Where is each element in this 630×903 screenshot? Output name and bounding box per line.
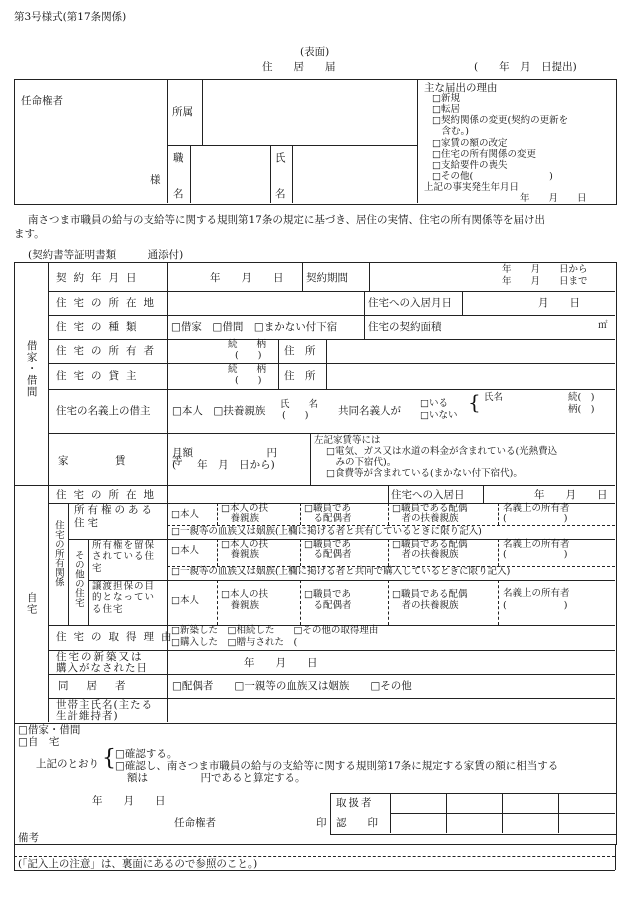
newbuild-label-2: 購入がなされた日	[56, 662, 148, 674]
owner-label: 住宅の所有者	[56, 345, 161, 357]
cohabitant-label: 同居者	[58, 680, 144, 692]
reason-contract-change-cont: 含む。)	[432, 126, 469, 137]
householder-label-1: 世帯主氏名(主たる	[56, 699, 154, 711]
newbuild-label-1: 住宅の新築又は	[56, 651, 144, 663]
nominal-borrower-label: 住宅の名義上の借主	[56, 405, 151, 417]
nominal-borrower-options[interactable]: □本人 □扶養親族	[172, 405, 266, 417]
owned-opt-spouse-dep-cont: 者の扶養親族	[392, 513, 459, 524]
owned-opt-dep-cont: 養親族	[221, 513, 260, 524]
intro-line-1: 南さつま市職員の給与の支給等に関する規則第17条の規定に基づき、居住の実情、住宅の所有関係等を届け出	[28, 214, 545, 226]
transfer-opt-self[interactable]: □本人	[171, 595, 199, 606]
housing-kind-options[interactable]: □借家 □借間 □まかない付下宿	[171, 321, 338, 333]
nominal-borrower-name: 氏 名	[280, 399, 319, 410]
owned-opt-dep[interactable]: □本人の扶	[221, 503, 268, 514]
owner-address-label: 住 所	[284, 345, 316, 357]
transfer-home-label: 譲渡担保の目的となっている住宅	[92, 581, 156, 615]
handler-label: 取扱者	[336, 797, 374, 809]
seal-label: 印	[316, 817, 327, 829]
rent-monthly[interactable]: 月額 円	[172, 447, 277, 459]
applicant-box	[14, 79, 617, 205]
confirm-opt-own[interactable]: □自 宅	[18, 736, 60, 748]
own-group-label: 自宅	[25, 592, 38, 615]
reserved-opt-spouse-dep[interactable]: □職員である配偶	[392, 539, 468, 550]
acquisition-row-1[interactable]: □新築した □相続した □その他の取得理由	[171, 625, 379, 636]
reserved-opt-dep-cont: 養親族	[221, 549, 260, 560]
acquisition-reason-label: 住宅の取得理由	[56, 631, 179, 643]
confirm-option-2[interactable]: □確認し、南さつま市職員の給与の支給等に関する規則第17条に規定する家賃の額に相当する	[115, 760, 559, 772]
joint-holder-label: 共同名義人が	[338, 405, 401, 417]
job-label-1: 職	[173, 152, 184, 164]
reason-new[interactable]: □新規	[432, 93, 460, 104]
recognition-seal-label: 認 印	[336, 817, 378, 829]
contract-date-value[interactable]: 年 月 日	[210, 272, 284, 284]
reason-eligibility-loss[interactable]: □支給要件の喪失	[432, 160, 508, 171]
owned-nominal-owner: 名義上の所有者	[503, 503, 570, 514]
transfer-nominal-owner: 名義上の所有者	[503, 588, 570, 599]
owned-home-label: 所有権のある住宅	[74, 504, 155, 529]
intro-line-2: ます。	[14, 228, 45, 240]
householder-label-2: 生計維持者)	[56, 710, 119, 722]
transfer-opt-spouse-dep-cont: 者の扶養親族	[392, 600, 459, 611]
rent-label: 家 賃 等	[58, 455, 201, 467]
owned-opt-self[interactable]: □本人	[171, 509, 199, 520]
joint-holder-no[interactable]: □いない	[420, 410, 458, 421]
housing-kind-label: 住宅の種類	[56, 321, 144, 333]
submission-date: ( 年 月 日提出)	[474, 61, 577, 73]
ownership-group-label: 住宅の所有関係	[52, 520, 64, 587]
reserved-opt-self[interactable]: □本人	[171, 545, 199, 556]
joint-name-label: 氏名	[484, 392, 504, 403]
reserved-opt-dep[interactable]: □本人の扶	[221, 539, 268, 550]
transfer-nominal-owner-paren[interactable]: ( )	[503, 600, 568, 611]
joint-relation-1[interactable]: 続( )	[568, 392, 595, 403]
owned-kin-note[interactable]: □一親等の血族又は姻族(上欄に掲げる者と共有しているときに限り記入)	[171, 526, 482, 537]
owned-nominal-owner-paren[interactable]: ( )	[503, 513, 568, 524]
nominal-borrower-name-paren[interactable]: ( )	[282, 410, 309, 421]
page-title: 住 居 届	[262, 61, 336, 73]
transfer-opt-spouse-dep[interactable]: □職員である配偶	[392, 589, 468, 600]
cohabitant-options[interactable]: □配偶者 □一親等の血族又は姻族 □その他	[172, 680, 412, 692]
reason-ownership-change[interactable]: □住宅の所有関係の変更	[432, 149, 536, 160]
name-label-2: 名	[275, 188, 286, 200]
rental-location-label: 住宅の所在地	[56, 297, 161, 309]
lender-label: 住宅の貸主	[56, 370, 144, 382]
owned-opt-spouse[interactable]: □職員であ	[304, 503, 351, 514]
confirm-date[interactable]: 年 月 日	[92, 795, 166, 807]
attachments-note: (契約書等証明書類 通添付)	[28, 249, 184, 261]
lender-relation: 続 柄	[228, 364, 267, 375]
reasons-title: 主な届出の理由	[424, 82, 498, 94]
newbuild-date[interactable]: 年 月 日	[244, 657, 318, 669]
as-above-label: 上記のとおり	[36, 758, 99, 770]
lender-address-label: 住 所	[284, 370, 316, 382]
rent-note-title: 左記家賃等には	[314, 435, 381, 446]
rent-note-utilities-cont: みの下宿代)。	[326, 457, 397, 468]
confirm-option-2-cont: 額は 円であると算定する。	[127, 772, 306, 784]
transfer-opt-spouse[interactable]: □職員であ	[304, 589, 351, 600]
reason-contract-change[interactable]: □契約関係の変更(契約の更新を	[432, 115, 569, 126]
rental-group-label: 借家・借間	[25, 340, 38, 398]
own-movein-value[interactable]: 年 月 日	[534, 489, 608, 501]
reserved-nominal-owner: 名義上の所有者	[503, 539, 570, 550]
acquisition-row-2[interactable]: □購入した □贈与された (	[171, 637, 298, 648]
contract-date-label: 契約年月日	[56, 272, 144, 284]
reason-rent-revision[interactable]: □家賃の額の改定	[432, 138, 508, 149]
joint-holder-yes[interactable]: □いる	[420, 398, 448, 409]
reserved-kin-note[interactable]: □一親等の血族又は姻族(上欄に掲げる者と共同で購入しているときに限り記入)	[171, 566, 511, 577]
own-location-label: 住宅の所在地	[56, 489, 161, 501]
confirm-appointer-label: 任命権者	[174, 817, 216, 829]
affiliation-label: 所属	[172, 106, 193, 118]
name-label-1: 氏	[275, 152, 286, 164]
contract-area-label: 住宅の契約面積	[368, 321, 442, 333]
rental-movein-value[interactable]: 月 日	[538, 297, 580, 309]
reserved-opt-spouse-cont: る配偶者	[304, 549, 352, 560]
appointer-label: 任命権者	[21, 95, 63, 107]
owned-opt-spouse-cont: る配偶者	[304, 513, 352, 524]
contract-period-to[interactable]: 年 月 日まで	[502, 276, 588, 287]
confirm-option-1[interactable]: □確認する。	[115, 748, 178, 760]
reserved-home-label: 所有権を留保されている住宅	[92, 540, 156, 574]
confirm-opt-rental[interactable]: □借家・借間	[18, 724, 81, 736]
rent-note-meals[interactable]: □食費等が含まれている(まかない付下宿代)。	[326, 468, 523, 479]
form-number: 第3号様式(第17条関係)	[14, 11, 127, 23]
reason-other[interactable]: □その他( )	[432, 171, 553, 182]
remarks-note: (「記入上の注意」は、裏面にあるので参照のこと。)	[18, 858, 258, 870]
job-label-2: 名	[173, 188, 184, 200]
transfer-opt-dep[interactable]: □本人の扶	[221, 589, 268, 600]
own-movein-label: 住宅への入居日	[391, 489, 465, 501]
rental-movein-label: 住宅への入居月日	[368, 297, 452, 309]
fact-date-label: 上記の事実発生年月日	[424, 182, 520, 193]
rent-start[interactable]: ( 年 月 日から)	[172, 459, 275, 471]
lender-relation-paren[interactable]: ( )	[235, 375, 262, 386]
remarks-label: 備考	[18, 832, 39, 844]
owner-relation-paren[interactable]: ( )	[235, 350, 262, 361]
confirm-brace-icon: {	[102, 746, 116, 771]
transfer-opt-spouse-cont: る配偶者	[304, 600, 352, 611]
reason-move[interactable]: □転居	[432, 104, 460, 115]
transfer-opt-dep-cont: 養親族	[221, 600, 260, 611]
joint-relation-2[interactable]: 柄( )	[568, 404, 595, 415]
side-label: (表面)	[300, 46, 330, 58]
other-home-label: その他の住宅	[72, 550, 84, 607]
contract-period-from[interactable]: 年 月 日から	[502, 264, 588, 275]
reserved-nominal-owner-paren[interactable]: ( )	[503, 549, 568, 560]
owned-opt-spouse-dep[interactable]: □職員である配偶	[392, 503, 468, 514]
owner-relation: 続 柄	[228, 339, 267, 350]
rent-note-utilities[interactable]: □電気、ガス又は水道の料金が含まれている(光熱費込	[326, 446, 558, 457]
contract-period-label: 契約期間	[306, 272, 348, 284]
honorific-label: 様	[150, 174, 161, 186]
reserved-opt-spouse-dep-cont: 者の扶養親族	[392, 549, 459, 560]
reserved-opt-spouse[interactable]: □職員であ	[304, 539, 351, 550]
fact-date[interactable]: 年 月 日	[520, 193, 587, 204]
contract-area-unit: ㎡	[598, 320, 608, 331]
joint-brace-icon: {	[468, 390, 481, 414]
